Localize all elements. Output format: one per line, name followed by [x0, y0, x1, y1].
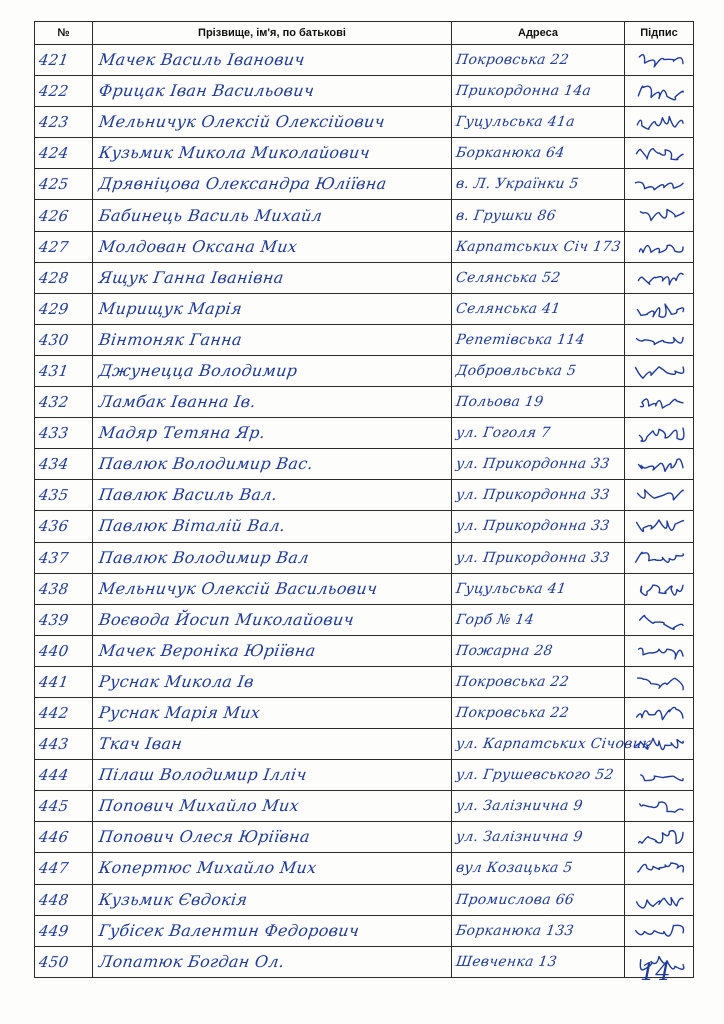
- address-cell: [452, 511, 625, 542]
- full-name-cell: [93, 915, 452, 946]
- table-row: [35, 573, 694, 604]
- full-name-cell: [93, 635, 452, 666]
- row-number-cell: [35, 884, 93, 915]
- row-number-text: 435: [37, 486, 70, 505]
- address-text: Покровська 22: [454, 705, 570, 722]
- address-cell: [452, 138, 625, 169]
- full-name-text: Вінтоняк Ганна: [97, 329, 244, 349]
- address-text: Пожарна 28: [454, 642, 554, 659]
- full-name-cell: [93, 760, 452, 791]
- table-row: [35, 760, 694, 791]
- handwritten-signature: [631, 639, 689, 665]
- row-number-cell: [35, 480, 93, 511]
- row-number-cell: [35, 418, 93, 449]
- row-number-text: 423: [37, 113, 70, 132]
- row-number-cell: [35, 355, 93, 386]
- address-cell: [452, 884, 625, 915]
- address-cell: [452, 542, 625, 573]
- table-row: [35, 262, 694, 293]
- row-number-text: 426: [37, 206, 70, 225]
- row-number-text: 430: [37, 330, 70, 349]
- row-number-text: 427: [37, 237, 70, 256]
- row-number-text: 434: [37, 455, 70, 474]
- handwritten-signature: [631, 297, 689, 323]
- table-body: [35, 45, 694, 978]
- full-name-text: Мирищук Марія: [97, 298, 244, 318]
- signature-cell: [625, 324, 694, 355]
- address-cell: [452, 853, 625, 884]
- address-cell: [452, 573, 625, 604]
- row-number-cell: [35, 324, 93, 355]
- full-name-cell: [93, 169, 452, 200]
- row-number-text: 429: [37, 299, 70, 318]
- row-number-cell: [35, 138, 93, 169]
- full-name-cell: [93, 107, 452, 138]
- signature-cell: [625, 573, 694, 604]
- handwritten-signature: [631, 390, 689, 416]
- table-row: [35, 200, 694, 231]
- handwritten-signature: [631, 452, 689, 478]
- full-name-cell: [93, 76, 452, 107]
- handwritten-signature: [631, 670, 689, 696]
- full-name-text: Ткач Іван: [97, 734, 184, 754]
- address-text: Покровська 22: [454, 52, 570, 69]
- signature-cell: [625, 169, 694, 200]
- full-name-text: Руснак Микола Ів: [97, 671, 256, 691]
- address-text: Репетівська 114: [454, 331, 586, 348]
- handwritten-signature: [631, 172, 689, 198]
- header-full-name: Прізвище, ім'я, по батькові: [93, 22, 452, 45]
- row-number-cell: [35, 573, 93, 604]
- full-name-text: Павлюк Віталій Вал.: [97, 516, 287, 536]
- row-number-text: 444: [37, 766, 70, 785]
- full-name-cell: [93, 822, 452, 853]
- handwritten-signature: [631, 483, 689, 509]
- table-row: [35, 293, 694, 324]
- address-text: ул. Грушевського 52: [454, 767, 615, 784]
- table-row: [35, 324, 694, 355]
- address-text: Добровльська 5: [454, 362, 578, 379]
- header-address: Адреса: [452, 22, 625, 45]
- address-text: ул. Прикордонна 33: [454, 487, 611, 504]
- handwritten-signature: [631, 825, 689, 851]
- full-name-cell: [93, 200, 452, 231]
- full-name-text: Лопатюк Богдан Ол.: [97, 951, 286, 971]
- row-number-text: 421: [37, 51, 70, 70]
- table-row: [35, 791, 694, 822]
- full-name-text: Мельничук Олексій Олексійович: [97, 112, 387, 132]
- signature-cell: [625, 262, 694, 293]
- row-number-cell: [35, 45, 93, 76]
- table-row: [35, 542, 694, 573]
- row-number-cell: [35, 760, 93, 791]
- row-number-cell: [35, 604, 93, 635]
- full-name-cell: [93, 946, 452, 977]
- address-cell: [452, 946, 625, 977]
- table-row: [35, 635, 694, 666]
- table-row: [35, 511, 694, 542]
- signature-cell: [625, 791, 694, 822]
- address-text: Борканюка 133: [454, 922, 575, 939]
- row-number-text: 445: [37, 797, 70, 816]
- signature-cell: [625, 697, 694, 728]
- address-text: ул. Гоголя 7: [454, 425, 552, 442]
- address-cell: [452, 666, 625, 697]
- signature-cell: [625, 822, 694, 853]
- full-name-text: Дрявніцова Олександра Юліївна: [97, 174, 388, 194]
- row-number-cell: [35, 293, 93, 324]
- address-text: в. Грушки 86: [454, 207, 558, 224]
- row-number-text: 424: [37, 144, 70, 163]
- full-name-cell: [93, 262, 452, 293]
- address-cell: [452, 604, 625, 635]
- table-row: [35, 822, 694, 853]
- signature-cell: [625, 200, 694, 231]
- page-number: 14: [640, 958, 671, 986]
- full-name-text: Руснак Марія Мих: [97, 703, 262, 723]
- signature-cell: [625, 387, 694, 418]
- row-number-text: 436: [37, 517, 70, 536]
- full-name-text: Ламбак Іванна Ів.: [97, 392, 258, 412]
- full-name-text: Кузьмик Микола Миколайович: [97, 143, 372, 163]
- header-signature: Підпис: [625, 22, 694, 45]
- address-text: Прикордонна 14а: [454, 83, 593, 100]
- address-text: ул. Прикордонна 33: [454, 549, 611, 566]
- full-name-cell: [93, 138, 452, 169]
- table-row: [35, 729, 694, 760]
- row-number-cell: [35, 697, 93, 728]
- full-name-text: Губісек Валентин Федорович: [97, 920, 361, 940]
- signature-cell: [625, 542, 694, 573]
- table-row: [35, 666, 694, 697]
- row-number-cell: [35, 853, 93, 884]
- full-name-text: Ящук Ганна Іванівна: [97, 267, 286, 287]
- row-number-text: 438: [37, 579, 70, 598]
- row-number-cell: [35, 231, 93, 262]
- table-row: [35, 107, 694, 138]
- row-number-cell: [35, 76, 93, 107]
- row-number-cell: [35, 729, 93, 760]
- address-cell: [452, 791, 625, 822]
- full-name-cell: [93, 418, 452, 449]
- address-cell: [452, 387, 625, 418]
- full-name-cell: [93, 480, 452, 511]
- row-number-cell: [35, 822, 93, 853]
- full-name-cell: [93, 324, 452, 355]
- address-cell: [452, 231, 625, 262]
- full-name-cell: [93, 884, 452, 915]
- full-name-cell: [93, 791, 452, 822]
- table-row: [35, 76, 694, 107]
- address-cell: [452, 262, 625, 293]
- row-number-text: 428: [37, 268, 70, 287]
- handwritten-signature: [631, 856, 689, 882]
- table-row: [35, 480, 694, 511]
- row-number-text: 449: [37, 921, 70, 940]
- address-text: Карпатських Січ 173: [454, 238, 622, 255]
- row-number-cell: [35, 666, 93, 697]
- handwritten-signature: [631, 203, 689, 229]
- handwritten-signature: [631, 514, 689, 540]
- handwritten-signature: [631, 888, 689, 914]
- address-text: Селянська 41: [454, 300, 562, 317]
- handwritten-signature: [631, 732, 689, 758]
- signature-cell: [625, 107, 694, 138]
- address-cell: [452, 169, 625, 200]
- table-row: [35, 138, 694, 169]
- row-number-cell: [35, 511, 93, 542]
- row-number-cell: [35, 169, 93, 200]
- full-name-text: Мельничук Олексій Васильович: [97, 578, 379, 598]
- row-number-cell: [35, 791, 93, 822]
- handwritten-signature: [631, 608, 689, 634]
- address-cell: [452, 915, 625, 946]
- row-number-text: 437: [37, 548, 70, 567]
- handwritten-signature: [631, 235, 689, 261]
- address-cell: [452, 45, 625, 76]
- address-text: Селянська 52: [454, 269, 562, 286]
- signature-cell: [625, 853, 694, 884]
- signature-cell: [625, 76, 694, 107]
- address-cell: [452, 76, 625, 107]
- full-name-text: Молдован Оксана Мих: [97, 236, 299, 256]
- address-cell: [452, 822, 625, 853]
- address-cell: [452, 418, 625, 449]
- address-cell: [452, 760, 625, 791]
- handwritten-signature: [631, 359, 689, 385]
- row-number-cell: [35, 449, 93, 480]
- full-name-text: Мадяр Тетяна Яр.: [97, 423, 267, 443]
- row-number-text: 422: [37, 82, 70, 101]
- handwritten-signature: [631, 79, 689, 105]
- full-name-text: Попович Олеся Юріївна: [97, 827, 312, 847]
- signature-cell: [625, 511, 694, 542]
- row-number-cell: [35, 542, 93, 573]
- table-row: [35, 231, 694, 262]
- signature-cell: [625, 729, 694, 760]
- full-name-cell: [93, 293, 452, 324]
- address-text: ул. Залізнична 9: [454, 798, 584, 815]
- signature-cell: [625, 915, 694, 946]
- table-row: [35, 853, 694, 884]
- handwritten-signature: [631, 794, 689, 820]
- table-row: [35, 169, 694, 200]
- address-cell: [452, 697, 625, 728]
- full-name-cell: [93, 853, 452, 884]
- address-cell: [452, 107, 625, 138]
- address-cell: [452, 200, 625, 231]
- row-number-cell: [35, 946, 93, 977]
- handwritten-signature: [631, 421, 689, 447]
- handwritten-signature: [631, 701, 689, 727]
- header-number: №: [35, 22, 93, 45]
- address-text: ул. Карпатських Січовик: [454, 736, 652, 753]
- address-text: Польова 19: [454, 394, 545, 411]
- full-name-text: Мачек Василь Іванович: [97, 50, 307, 70]
- row-number-text: 433: [37, 424, 70, 443]
- row-number-cell: [35, 107, 93, 138]
- table-row: [35, 355, 694, 386]
- signature-cell: [625, 760, 694, 791]
- row-number-text: 450: [37, 952, 70, 971]
- full-name-text: Джунецца Володимир: [97, 360, 299, 380]
- full-name-cell: [93, 729, 452, 760]
- full-name-cell: [93, 573, 452, 604]
- table-row: [35, 449, 694, 480]
- handwritten-signature: [631, 110, 689, 136]
- handwritten-signature: [631, 577, 689, 603]
- full-name-cell: [93, 355, 452, 386]
- row-number-cell: [35, 200, 93, 231]
- row-number-text: 439: [37, 610, 70, 629]
- row-number-text: 443: [37, 735, 70, 754]
- full-name-cell: [93, 697, 452, 728]
- full-name-text: Копертюс Михайло Мих: [97, 858, 318, 878]
- full-name-text: Павлюк Володимир Вас.: [97, 454, 315, 474]
- table-row: [35, 45, 694, 76]
- signature-cell: [625, 480, 694, 511]
- full-name-text: Попович Михайло Мих: [97, 796, 301, 816]
- row-number-cell: [35, 635, 93, 666]
- signature-cell: [625, 666, 694, 697]
- row-number-text: 446: [37, 828, 70, 847]
- row-number-text: 448: [37, 890, 70, 909]
- signature-cell: [625, 355, 694, 386]
- address-text: ул. Прикордонна 33: [454, 456, 611, 473]
- signature-register-table: [34, 21, 694, 978]
- row-number-cell: [35, 262, 93, 293]
- handwritten-signature: [631, 266, 689, 292]
- table-row: [35, 418, 694, 449]
- table-row: [35, 697, 694, 728]
- signature-cell: [625, 418, 694, 449]
- full-name-cell: [93, 231, 452, 262]
- address-cell: [452, 635, 625, 666]
- signature-cell: [625, 604, 694, 635]
- handwritten-signature: [631, 48, 689, 74]
- address-text: ул. Прикордонна 33: [454, 518, 611, 535]
- handwritten-signature: [631, 328, 689, 354]
- row-number-text: 442: [37, 704, 70, 723]
- full-name-text: Пілаш Володимир Ілліч: [97, 765, 309, 785]
- full-name-cell: [93, 45, 452, 76]
- table-row: [35, 387, 694, 418]
- address-text: Гуцульська 41: [454, 580, 568, 597]
- address-cell: [452, 355, 625, 386]
- handwritten-signature: [631, 919, 689, 945]
- handwritten-signature: [631, 546, 689, 572]
- full-name-text: Фрицак Іван Васильович: [97, 81, 316, 101]
- full-name-text: Павлюк Володимир Вал: [97, 547, 311, 567]
- table-row: [35, 946, 694, 977]
- table-row: [35, 604, 694, 635]
- signature-cell: [625, 449, 694, 480]
- full-name-cell: [93, 511, 452, 542]
- row-number-cell: [35, 915, 93, 946]
- address-cell: [452, 324, 625, 355]
- address-cell: [452, 293, 625, 324]
- address-text: вул Козацька 5: [454, 860, 574, 877]
- handwritten-signature: [631, 763, 689, 789]
- full-name-cell: [93, 542, 452, 573]
- signature-cell: [625, 635, 694, 666]
- full-name-text: Бабинець Василь Михайл: [97, 205, 324, 225]
- full-name-cell: [93, 449, 452, 480]
- row-number-text: 425: [37, 175, 70, 194]
- address-text: в. Л. Українки 5: [454, 176, 580, 193]
- full-name-text: Мачек Вероніка Юріївна: [97, 640, 317, 660]
- signature-cell: [625, 231, 694, 262]
- table-row: [35, 915, 694, 946]
- handwritten-signature: [631, 141, 689, 167]
- row-number-cell: [35, 387, 93, 418]
- table-header-row: [35, 22, 694, 45]
- row-number-text: 440: [37, 641, 70, 660]
- row-number-text: 447: [37, 859, 70, 878]
- address-text: Шевченка 13: [454, 953, 559, 970]
- address-text: Промислова 66: [454, 891, 576, 908]
- full-name-text: Кузьмик Євдокія: [97, 889, 249, 909]
- signature-cell: [625, 293, 694, 324]
- address-cell: [452, 449, 625, 480]
- address-cell: [452, 729, 652, 760]
- full-name-cell: [93, 387, 452, 418]
- address-text: Горб № 14: [454, 611, 535, 628]
- full-name-text: Павлюк Василь Вал.: [97, 485, 279, 505]
- address-cell: [452, 480, 625, 511]
- signature-cell: [625, 138, 694, 169]
- full-name-cell: [93, 666, 452, 697]
- address-text: Гуцульська 41а: [454, 114, 576, 131]
- row-number-text: 441: [37, 672, 70, 691]
- signature-cell: [625, 45, 694, 76]
- address-text: Покровська 22: [454, 673, 570, 690]
- full-name-text: Воєвода Йосип Миколайович: [97, 609, 356, 629]
- signature-cell: [625, 884, 694, 915]
- address-text: ул. Залізнична 9: [454, 829, 584, 846]
- row-number-text: 432: [37, 393, 70, 412]
- table-row: [35, 884, 694, 915]
- address-text: Борканюка 64: [454, 145, 566, 162]
- row-number-text: 431: [37, 361, 70, 380]
- full-name-cell: [93, 604, 452, 635]
